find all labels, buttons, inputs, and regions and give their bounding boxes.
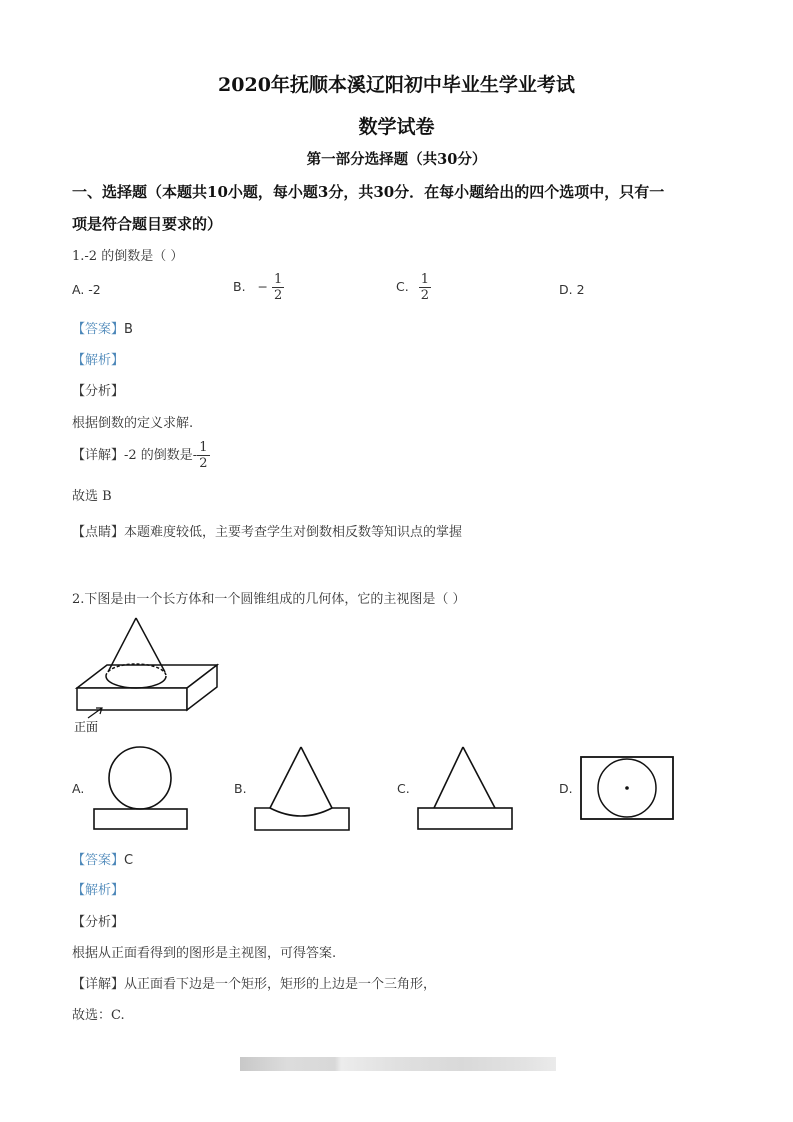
front-label: 正面	[74, 720, 99, 734]
q2-option-b-label: B.	[234, 781, 247, 796]
fraction: $\frac{1}{2}$	[274, 272, 283, 303]
comment-tag: 【点睛】	[72, 525, 125, 540]
fraction: $\frac{1}{2}$	[420, 272, 429, 303]
option-label: D.	[559, 282, 573, 297]
q2-stem: 2.下图是由一个长方体和一个圆锥组成的几何体，它的主视图是（ ）	[72, 592, 466, 607]
q2-analysis-tag: 【解析】	[72, 883, 125, 898]
q1-fenxi-tag: 【分析】	[72, 384, 125, 399]
q1-option-a	[72, 282, 101, 297]
q2-conclusion: 故选：C.	[72, 1008, 125, 1023]
q2-answer	[72, 849, 133, 868]
exam-title: 2020年抚顺本溪辽阳初中毕业生学业考试	[218, 74, 575, 96]
q2-fenxi-tag: 【分析】	[72, 915, 125, 930]
q2-option-d-label: D.	[559, 781, 573, 796]
option-value: 2	[576, 282, 585, 297]
q1-fenxi: 根据倒数的定义求解.	[72, 416, 194, 431]
q1-stem: 1.-2 的倒数是（ ）	[72, 249, 184, 264]
q1-analysis-tag: 【解析】	[72, 353, 125, 368]
answer-tag: 【答案】	[72, 322, 125, 337]
option-b-cone-on-rectangle-figure	[254, 746, 352, 832]
option-label: C.	[396, 279, 409, 294]
exam-subtitle: 数学试卷	[358, 116, 435, 138]
part-heading: 第一部分选择题（共30分）	[306, 151, 487, 168]
q1-conclusion: 故选 B	[72, 489, 112, 504]
answer-value: C	[124, 853, 134, 868]
fraction: $\frac{1}{2}$	[199, 440, 208, 471]
detail-tag: 【详解】	[72, 448, 125, 463]
option-a-circle-on-rectangle-figure	[93, 746, 189, 832]
q2-option-a-label: A.	[72, 781, 85, 796]
q2-fenxi: 根据从正面看得到的图形是主视图，可得答案.	[72, 946, 337, 961]
section-heading-line2: 项是符合题目要求的）	[72, 215, 223, 233]
q2-detail	[72, 973, 436, 992]
cone-on-cuboid-figure	[70, 615, 230, 740]
comment-text: 本题难度较低，主要考查学生对倒数相反数等知识点的掌握	[124, 525, 463, 540]
q1-answer	[72, 318, 133, 337]
minus-sign: −	[257, 279, 269, 294]
option-value: -2	[88, 282, 101, 297]
q1-option-c	[396, 272, 431, 303]
option-label: B.	[233, 279, 246, 294]
option-c-triangle-on-rectangle-figure	[417, 746, 515, 832]
q1-comment	[72, 521, 462, 540]
q1-detail	[72, 440, 210, 471]
option-label: A.	[72, 282, 85, 297]
detail-text: -2 的倒数是-	[124, 448, 198, 463]
q1-option-d	[559, 282, 585, 297]
blurred-footer-watermark	[240, 1057, 556, 1071]
detail-text: 从正面看下边是一个矩形，矩形的上边是一个三角形，	[124, 977, 437, 992]
answer-tag: 【答案】	[72, 853, 125, 868]
q1-option-b	[233, 272, 284, 303]
answer-value: B	[124, 322, 133, 337]
detail-tag: 【详解】	[72, 977, 125, 992]
option-d-circle-in-rectangle-figure	[580, 756, 676, 822]
section-heading-line1: 一、选择题（本题共10小题，每小题3分，共30分．在每小题给出的四个选项中，只有一	[72, 183, 665, 201]
q2-option-c-label: C.	[397, 781, 410, 796]
